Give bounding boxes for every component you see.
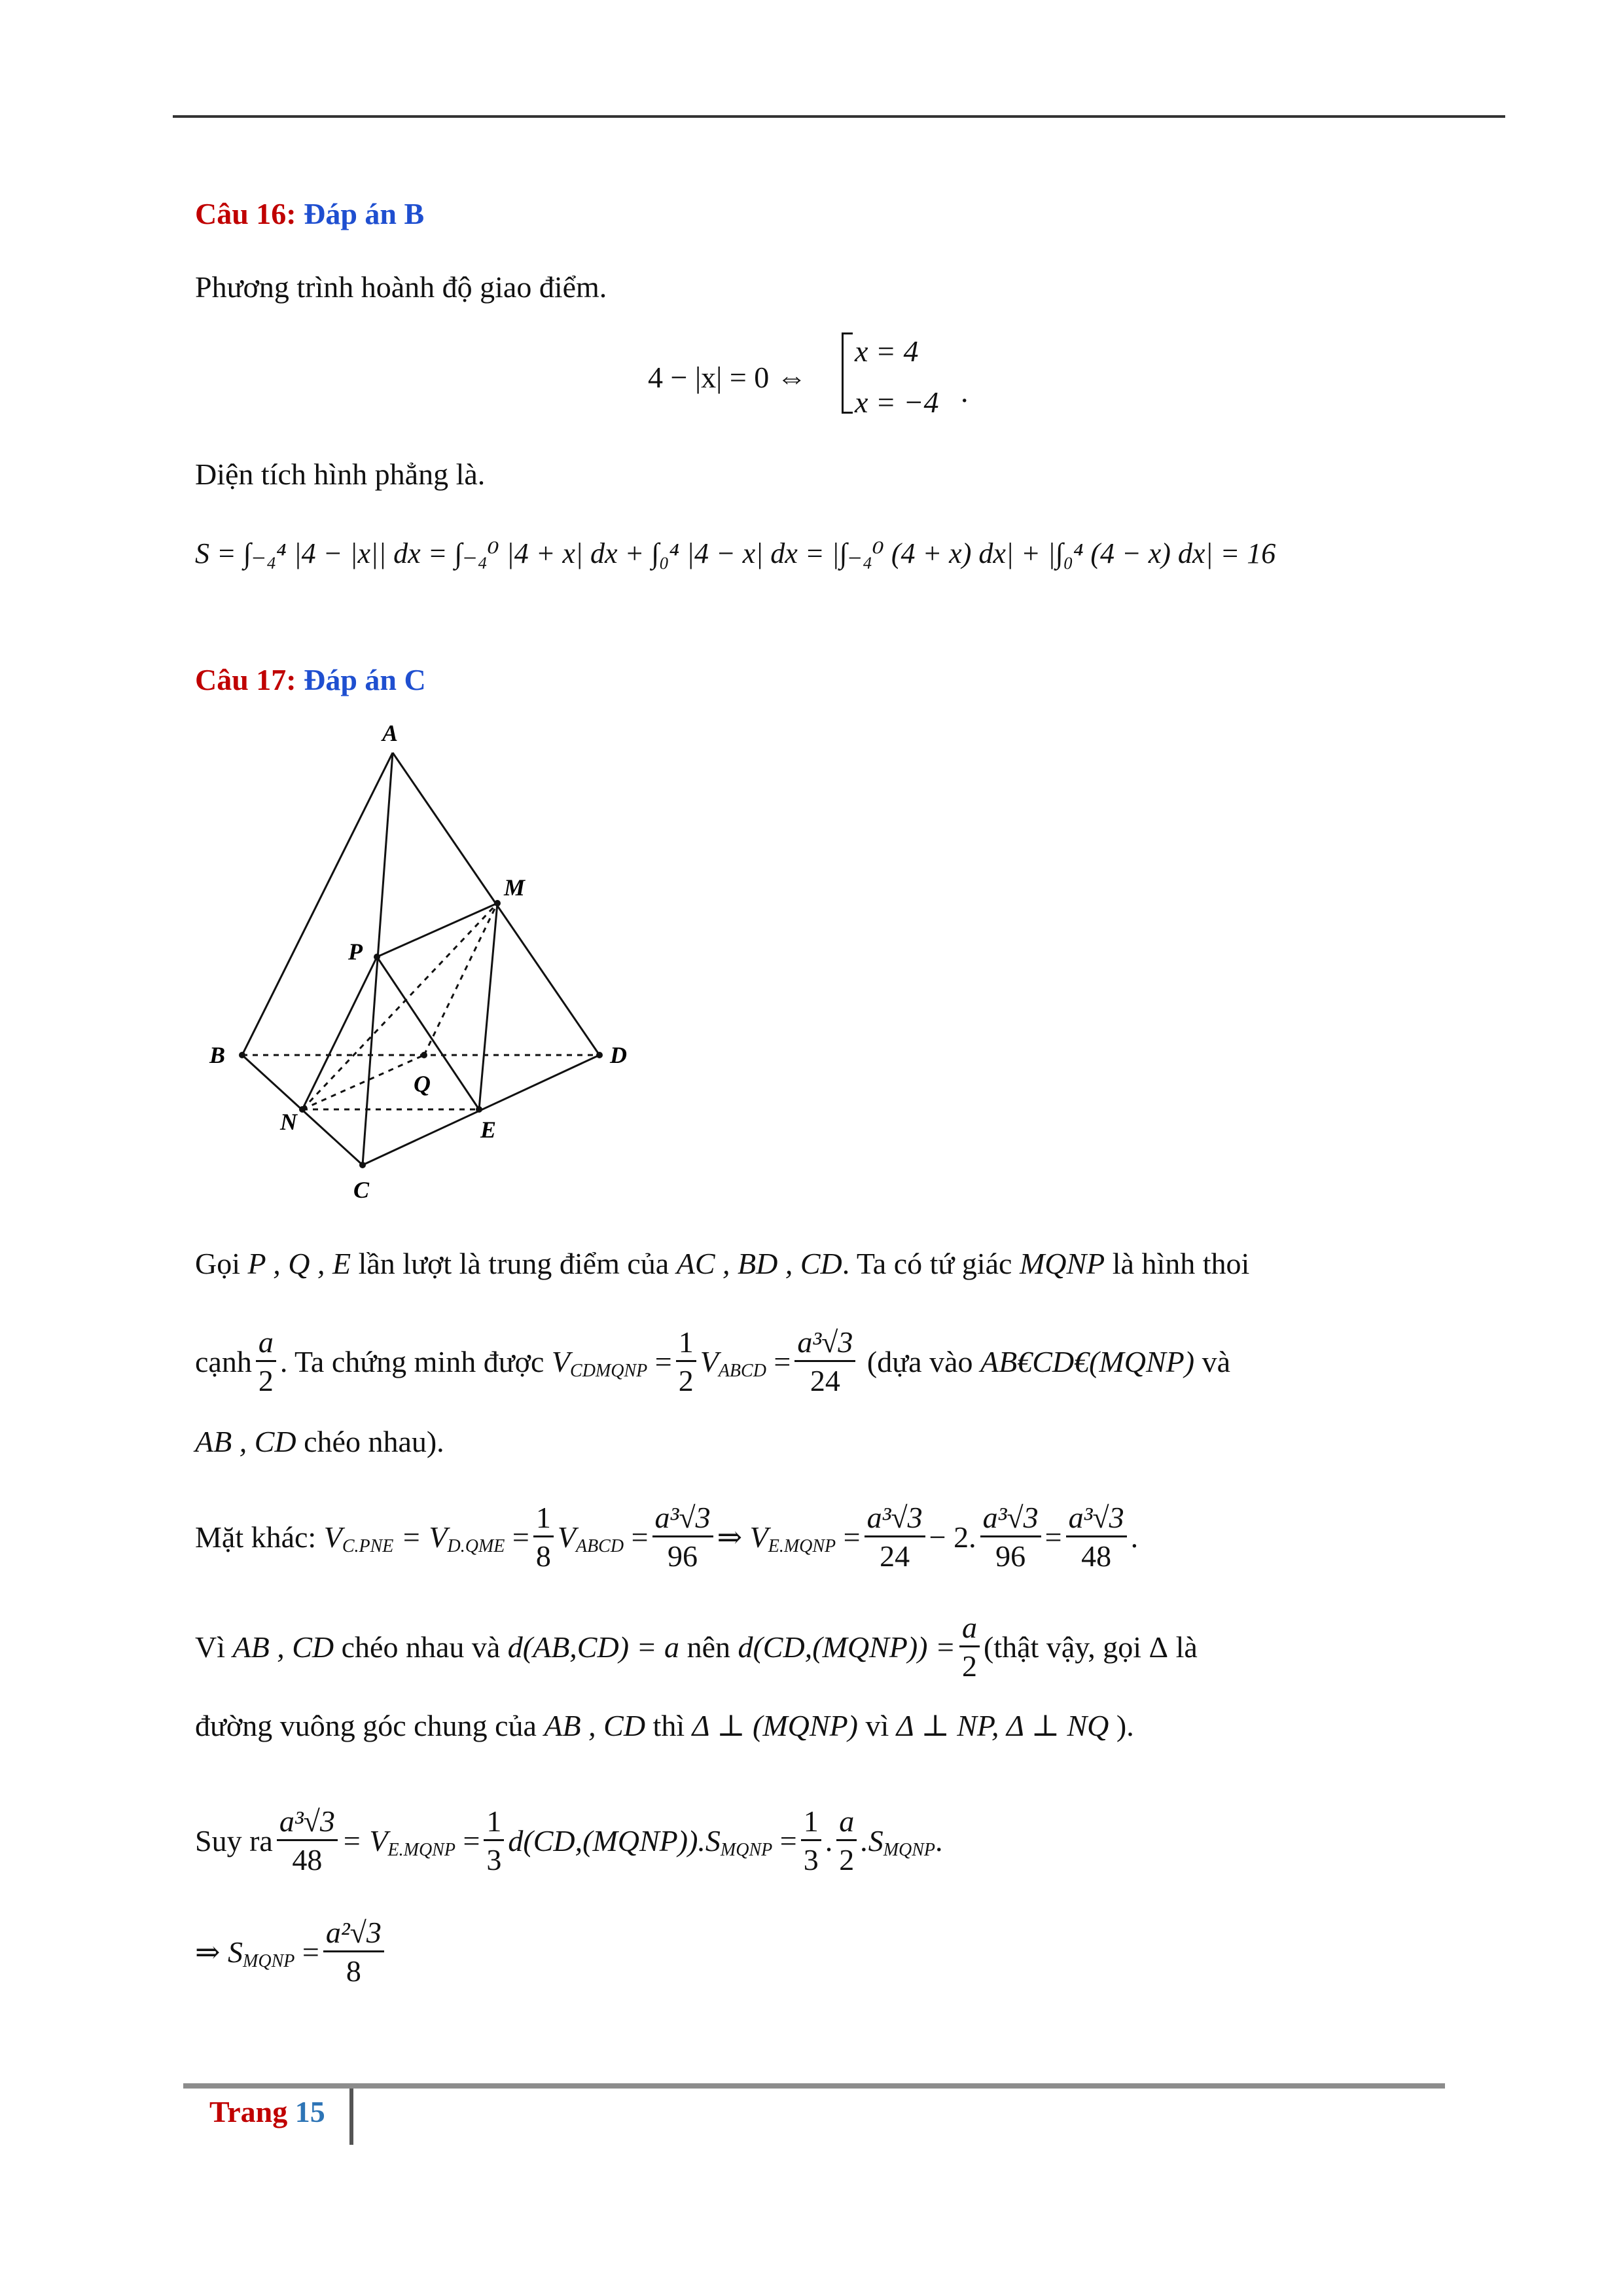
page-number	[209, 2094, 325, 2129]
edge-AB	[242, 753, 393, 1055]
q17-p1	[195, 1249, 1249, 1279]
point-N	[299, 1106, 306, 1113]
p7-f2-num: 1	[484, 1806, 504, 1841]
p8-frac	[323, 1918, 384, 1986]
p2-V: V	[551, 1344, 571, 1378]
p8-num: a²√3	[323, 1918, 384, 1952]
eq1-end: .	[961, 375, 969, 408]
p5-h: Δ	[1149, 1630, 1169, 1664]
p6-c: thì	[652, 1709, 685, 1742]
p3-a: AB , CD	[195, 1425, 296, 1458]
footer-divider	[349, 2089, 353, 2145]
p4-V1-sub: C.PNE	[342, 1535, 394, 1556]
q17-p2	[195, 1327, 1230, 1396]
p4-f4	[980, 1503, 1041, 1571]
p7-b-sub: E.MQNP	[387, 1839, 455, 1860]
seg-ME	[479, 903, 497, 1109]
p4-eq3: =	[843, 1520, 861, 1554]
p4-eq: =	[512, 1520, 529, 1554]
p4-minus: − 2.	[929, 1520, 976, 1554]
p2-half	[676, 1327, 696, 1396]
q17-p7	[195, 1806, 943, 1875]
p5-b: AB , CD	[232, 1630, 334, 1664]
p4-eq4: =	[1044, 1520, 1062, 1554]
p4-f3-num: a³√3	[865, 1503, 925, 1537]
p7-d-sub: MQNP	[720, 1839, 773, 1860]
footer-rule	[183, 2083, 1445, 2089]
p7-f1-num: a³√3	[277, 1806, 338, 1841]
q16-answer: Đáp án B	[304, 197, 425, 230]
p7-c: =	[463, 1823, 480, 1857]
p7-dot: .	[825, 1823, 833, 1857]
p1-g: là hình thoi	[1112, 1247, 1250, 1280]
p2-res	[794, 1327, 855, 1396]
p2-eq2: =	[774, 1344, 791, 1378]
case-bracket	[842, 332, 853, 414]
q17-p5	[195, 1613, 1198, 1681]
p7-f3-num: 1	[801, 1806, 821, 1841]
p5-e: nên	[687, 1630, 730, 1664]
point-D	[596, 1052, 603, 1058]
p7-f2-den: 3	[486, 1843, 502, 1876]
p4-f2-num: a³√3	[652, 1503, 713, 1537]
label-M: M	[504, 874, 526, 901]
p5-d: d(AB,CD) = a	[507, 1630, 680, 1664]
p7-e: =	[779, 1823, 797, 1857]
p4-f5	[1066, 1503, 1127, 1571]
p2-frac-den: 2	[258, 1364, 274, 1397]
p8-eq: =	[302, 1935, 319, 1969]
p4-imp: ⇒ V	[717, 1520, 768, 1554]
p2-half-den: 2	[678, 1364, 694, 1397]
point-E	[476, 1106, 482, 1113]
p4-eq2: =	[631, 1520, 649, 1554]
label-E: E	[480, 1117, 497, 1143]
point-Q	[421, 1052, 427, 1058]
p2-V2: V	[700, 1344, 719, 1378]
p7-end: .	[935, 1823, 943, 1857]
p5-f: d(CD,(MQNP)) =	[738, 1630, 956, 1664]
p7-a: Suy ra	[195, 1823, 273, 1857]
p6-b: AB , CD	[544, 1709, 646, 1742]
label-N: N	[280, 1109, 297, 1135]
seg-NQ	[302, 1055, 424, 1109]
p4-f2-den: 96	[668, 1539, 698, 1573]
p1-b: P , Q , E	[247, 1247, 351, 1280]
p4-f1	[533, 1503, 554, 1571]
p5-c: chéo nhau và	[341, 1630, 501, 1664]
q17-title: Câu 17:	[195, 663, 296, 696]
p4-V2: = V	[401, 1520, 448, 1554]
p1-e: . Ta có tứ giác	[842, 1247, 1012, 1280]
p4-V1: V	[323, 1520, 342, 1554]
p7-f-sub: MQNP	[883, 1839, 936, 1860]
p8-den: 8	[346, 1954, 361, 1988]
tetrahedron-figure	[196, 713, 668, 1211]
p4-V4-sub: E.MQNP	[768, 1535, 836, 1556]
p2-e: và	[1202, 1344, 1230, 1378]
p1-d: AC , BD , CD	[676, 1247, 842, 1280]
p7-f4-den: 2	[839, 1843, 855, 1876]
p2-eq: =	[654, 1344, 672, 1378]
p5-i: là	[1175, 1630, 1198, 1664]
point-C	[359, 1162, 366, 1168]
p4-f5-den: 48	[1081, 1539, 1112, 1573]
label-P: P	[348, 939, 363, 965]
label-B: B	[209, 1042, 226, 1068]
q16-line1: Phương trình hoành độ giao điểm.	[195, 270, 607, 304]
label-Q: Q	[414, 1071, 431, 1097]
page-value: 15	[294, 2095, 325, 2128]
p4-V3: V	[557, 1520, 576, 1554]
p2-c: (dựa vào	[866, 1344, 973, 1378]
p5-a: Vì	[195, 1630, 225, 1664]
p6-e: vì	[865, 1709, 889, 1742]
p4-f4-num: a³√3	[980, 1503, 1041, 1537]
p2-frac	[256, 1327, 276, 1396]
p4-V2-sub: D.QME	[447, 1535, 505, 1556]
p4-f1-den: 8	[535, 1539, 551, 1573]
eq1-case1: x = 4	[855, 334, 919, 368]
p1-f: MQNP	[1019, 1247, 1105, 1280]
p4-a: Mặt khác:	[195, 1520, 317, 1554]
header-rule	[173, 115, 1505, 118]
p6-d: Δ ⊥ (MQNP)	[692, 1709, 858, 1742]
p5-g: (thật vậy, gọi	[984, 1630, 1142, 1664]
seg-PN	[302, 957, 377, 1109]
p7-f2	[484, 1806, 504, 1875]
p2-frac-num: a	[256, 1327, 276, 1362]
p4-end: .	[1130, 1520, 1139, 1554]
label-A: A	[382, 720, 399, 746]
p4-f1-num: 1	[533, 1503, 554, 1537]
p4-f3	[865, 1503, 925, 1571]
p7-f4-num: a	[836, 1806, 857, 1841]
p5-frac	[959, 1613, 980, 1681]
p2-a: cạnh	[195, 1344, 252, 1378]
p1-a: Gọi	[195, 1247, 240, 1280]
p2-res-den: 24	[810, 1364, 840, 1397]
q17-p3	[195, 1427, 444, 1457]
eq1-case2: x = −4	[855, 386, 939, 419]
q17-p4	[195, 1503, 1138, 1571]
p4-f3-den: 24	[880, 1539, 910, 1573]
point-B	[239, 1052, 245, 1058]
p2-V2-sub: ABCD	[718, 1360, 766, 1381]
p8-sub: MQNP	[243, 1950, 295, 1971]
p4-f4-den: 96	[995, 1539, 1026, 1573]
p2-res-num: a³√3	[794, 1327, 855, 1362]
p7-f1	[277, 1806, 338, 1875]
q17-answer: Đáp án C	[304, 663, 426, 696]
p7-f4	[836, 1806, 857, 1875]
q16-integral: S = ∫₋₄⁴ |4 − |x|| dx = ∫₋₄⁰ |4 + x| dx + ∫₀⁴ |4 − x| dx = |∫₋₄⁰ (4 + x) dx| + |∫₀⁴ (4 − x) dx| = 16	[195, 537, 1276, 569]
p1-c: lần lượt là trung điểm của	[358, 1247, 669, 1280]
p2-b: . Ta chứng minh được	[279, 1344, 544, 1378]
q16-eq1-left	[648, 363, 807, 393]
p6-a: đường vuông góc chung của	[195, 1709, 537, 1742]
p8-a: ⇒ S	[195, 1935, 243, 1969]
p7-d: d(CD,(MQNP)).S	[508, 1823, 721, 1857]
eq1-left: 4 − |x| = 0 ⇔	[648, 361, 807, 394]
q17-p6	[195, 1711, 1134, 1741]
p3-b: chéo nhau).	[304, 1425, 444, 1458]
p7-f: .S	[861, 1823, 883, 1857]
q16-heading	[195, 196, 424, 231]
p7-f3	[801, 1806, 821, 1875]
label-D: D	[610, 1042, 627, 1068]
seg-PM	[377, 903, 497, 957]
p7-b: = V	[341, 1823, 388, 1857]
p5-frac-num: a	[959, 1613, 980, 1647]
p2-V-sub: CDMQNP	[570, 1360, 648, 1381]
page-label: Trang	[209, 2095, 288, 2128]
point-M	[494, 900, 501, 906]
p4-f5-num: a³√3	[1066, 1503, 1127, 1537]
p7-f1-den: 48	[292, 1843, 323, 1876]
p6-g: ).	[1116, 1709, 1134, 1742]
p7-f3-den: 3	[803, 1843, 819, 1876]
p5-frac-den: 2	[962, 1649, 978, 1683]
point-P	[374, 954, 380, 960]
label-C: C	[353, 1177, 370, 1203]
q17-p8	[195, 1918, 388, 1986]
p4-f2	[652, 1503, 713, 1571]
q17-heading	[195, 662, 426, 697]
p2-d: AB€CD€(MQNP)	[980, 1344, 1195, 1378]
p6-f: Δ ⊥ NP, Δ ⊥ NQ	[896, 1709, 1109, 1742]
q16-line2: Diện tích hình phẳng là.	[195, 457, 486, 491]
q16-title: Câu 16:	[195, 197, 296, 230]
seg-NM	[302, 903, 497, 1109]
p2-half-num: 1	[676, 1327, 696, 1362]
p4-V3-sub: ABCD	[575, 1535, 624, 1556]
